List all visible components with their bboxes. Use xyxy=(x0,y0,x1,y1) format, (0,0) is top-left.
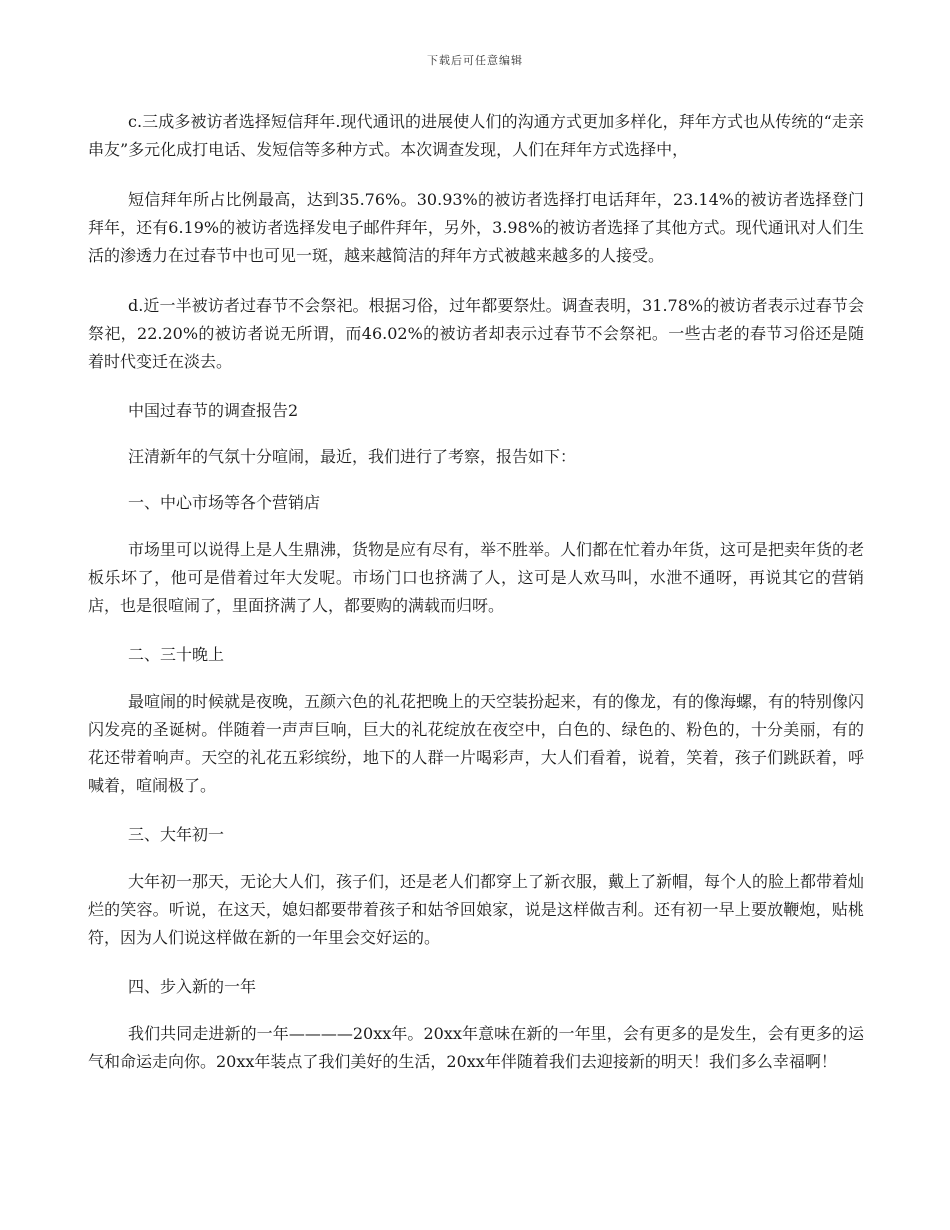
section-heading-new-year-eve: 二、三十晚上 xyxy=(128,645,225,664)
paragraph-sms-greeting: c.三成多被访者选择短信拜年.现代通讯的进展使人们的沟通方式更加多样化，拜年方式也从传统的“走亲串友”多元化成打电话、发短信等多种方式。本次调查发现，人们在拜年方式选择中， xyxy=(88,112,864,159)
section-heading-new-year: 四、步入新的一年 xyxy=(128,977,257,996)
paragraph-sacrifice: d.近一半被访者过春节不会祭祀。根据习俗，过年都要祭灶。调查表明，31.78%的被访者表示过春节会祭祀，22.20%的被访者说无所谓，而46.02%的被访者却表示过春节不会祭祀。一些古老的春节习俗还是随着时代变迁在淡去。 xyxy=(88,296,864,371)
paragraph-new-year: 我们共同走进新的一年————20xx年。20xx年意味在新的一年里，会有更多的是发生，会有更多的运气和命运走向你。20xx年装点了我们美好的生活，20xx年伴随着我们去迎接新的明天！我们多么幸福啊！ xyxy=(88,1024,864,1071)
section-heading-market: 一、中心市场等各个营销店 xyxy=(128,493,321,512)
paragraph-new-year-eve: 最喧闹的时候就是夜晚，五颜六色的礼花把晚上的天空装扮起来，有的像龙，有的像海螺，有的特别像闪闪发亮的圣诞树。伴随着一声声巨响，巨大的礼花绽放在夜空中，白色的、绿色的、粉色的，十分美丽，有的花还带着响声。天空的礼花五彩缤纷，地下的人群一片喝彩声，大人们看着，说着，笑着，孩子们跳跃着，呼喊着，喧闹极了。 xyxy=(88,692,865,795)
document-body xyxy=(88,108,864,1098)
paragraph-first-day: 大年初一那天，无论大人们，孩子们，还是老人们都穿上了新衣服，戴上了新帽，每个人的脸上都带着灿烂的笑容。听说，在这天，媳妇都要带着孩子和姑爷回娘家，说是这样做吉利。还有初一早上要放鞭炮，贴桃符，因为人们说这样做在新的一年里会交好运的。 xyxy=(88,872,865,947)
report-intro: 汪清新年的气氛十分喧闹，最近，我们进行了考察，报告如下： xyxy=(128,447,577,466)
page-header: 下载后可任意编辑 xyxy=(427,54,523,67)
report-title: 中国过春节的调查报告2 xyxy=(128,401,299,420)
section-heading-first-day: 三、大年初一 xyxy=(128,825,225,844)
paragraph-greeting-statistics: 短信拜年所占比例最高，达到35.76%。30.93%的被访者选择打电话拜年，23.14%的被访者选择登门拜年，还有6.19%的被访者选择发电子邮件拜年，另外，3.98%的被访者选择了其他方式。现代通讯对人们生活的渗透力在过春节中也可见一斑，越来越简洁的拜年方式被越来越多的人接受。 xyxy=(88,190,864,265)
paragraph-market: 市场里可以说得上是人生鼎沸，货物是应有尽有，举不胜举。人们都在忙着办年货，这可是把卖年货的老板乐坏了，他可是借着过年大发呢。市场门口也挤满了人，这可是人欢马叫，水泄不通呀，再说其它的营销店，也是很喧闹了，里面挤满了人，都要购的满载而归呀。 xyxy=(88,540,865,615)
